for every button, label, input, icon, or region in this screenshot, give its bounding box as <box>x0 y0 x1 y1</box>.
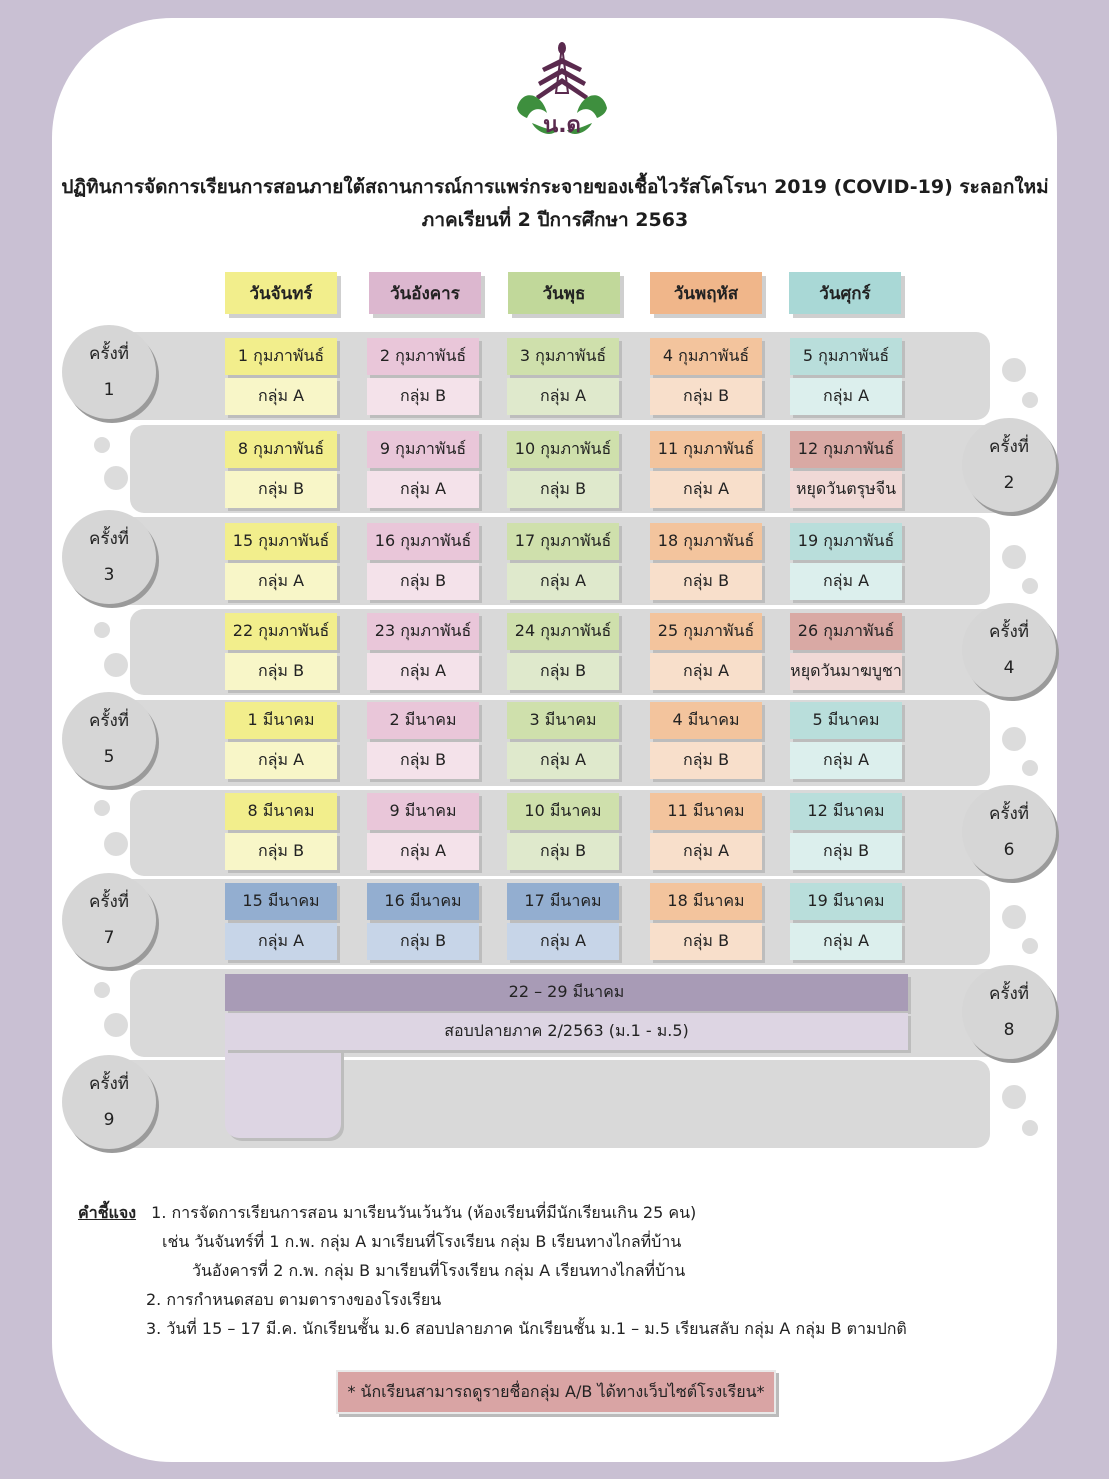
date-cell: 3 กุมภาพันธ์ <box>507 338 619 375</box>
date-cell: 1 กุมภาพันธ์ <box>225 338 337 375</box>
note-row <box>78 1285 907 1314</box>
footer-notice: * นักเรียนสามารถดูรายชื่อกลุ่ม A/B ได้ทางเว็บไซต์โรงเรียน* <box>336 1370 776 1414</box>
date-cell: 5 กุมภาพันธ์ <box>790 338 902 375</box>
round-number: 3 <box>103 565 115 585</box>
date-cell: 16 มีนาคม <box>367 883 479 920</box>
holiday-cell: หยุดวันมาฆบูชา <box>790 653 902 690</box>
date-cell: 18 กุมภาพันธ์ <box>650 523 762 560</box>
decor-dot <box>1022 760 1038 776</box>
round-label: ครั้งที่ <box>988 437 1029 457</box>
day-header-friday: วันศุกร์ <box>789 272 901 314</box>
date-cell: 10 กุมภาพันธ์ <box>507 431 619 468</box>
group-cell: กลุ่ม A <box>367 833 479 870</box>
decor-dot <box>1002 545 1026 569</box>
decor-dot <box>1002 358 1026 382</box>
day-header-thursday: วันพฤหัส <box>650 272 762 314</box>
round-label: ครั้งที่ <box>988 984 1029 1004</box>
date-cell: 26 กุมภาพันธ์ <box>790 613 902 650</box>
round-number: 4 <box>1003 658 1015 678</box>
round-badge-7 <box>62 873 156 967</box>
date-cell: 4 มีนาคม <box>650 702 762 739</box>
group-cell: กลุ่ม A <box>507 378 619 415</box>
decor-dot <box>94 437 110 453</box>
date-cell: 9 มีนาคม <box>367 793 479 830</box>
round-number: 9 <box>103 1110 115 1130</box>
decor-dot <box>104 653 128 677</box>
date-cell: 15 กุมภาพันธ์ <box>225 523 337 560</box>
round-number: 2 <box>1003 473 1015 493</box>
note-row <box>78 1227 907 1256</box>
date-cell: 17 กุมภาพันธ์ <box>507 523 619 560</box>
holiday-cell: หยุดวันตรุษจีน <box>790 471 902 508</box>
decor-dot <box>94 982 110 998</box>
round-badge-6 <box>962 785 1056 879</box>
day-header-monday: วันจันทร์ <box>225 272 337 314</box>
group-cell: กลุ่ม A <box>225 742 337 779</box>
note-line-3: วันอังคารที่ 2 ก.พ. กลุ่ม B มาเรียนที่โรงเรียน กลุ่ม A เรียนทางไกลที่บ้าน <box>192 1261 686 1280</box>
decor-dot <box>104 832 128 856</box>
date-cell: 16 กุมภาพันธ์ <box>367 523 479 560</box>
group-cell: กลุ่ม A <box>790 378 902 415</box>
exam-block-tail <box>225 1050 341 1138</box>
round-badge-3 <box>62 510 156 604</box>
date-cell: 19 กุมภาพันธ์ <box>790 523 902 560</box>
date-cell: 8 มีนาคม <box>225 793 337 830</box>
date-cell: 19 มีนาคม <box>790 883 902 920</box>
round-number: 8 <box>1003 1020 1015 1040</box>
note-row <box>78 1198 907 1227</box>
note-row <box>78 1256 907 1285</box>
group-cell: กลุ่ม A <box>650 653 762 690</box>
date-cell: 4 กุมภาพันธ์ <box>650 338 762 375</box>
round-badge-4 <box>962 603 1056 697</box>
date-cell: 23 กุมภาพันธ์ <box>367 613 479 650</box>
day-header-wednesday: วันพุธ <box>508 272 620 314</box>
date-cell: 11 กุมภาพันธ์ <box>650 431 762 468</box>
group-cell: กลุ่ม B <box>507 471 619 508</box>
school-logo <box>512 38 612 148</box>
date-cell: 10 มีนาคม <box>507 793 619 830</box>
group-cell: กลุ่ม B <box>225 653 337 690</box>
round-label: ครั้งที่ <box>88 529 129 549</box>
decor-dot <box>1002 905 1026 929</box>
round-label: ครั้งที่ <box>88 1074 129 1094</box>
group-cell: กลุ่ม A <box>225 378 337 415</box>
date-cell: 22 กุมภาพันธ์ <box>225 613 337 650</box>
date-cell: 2 มีนาคม <box>367 702 479 739</box>
group-cell: กลุ่ม B <box>225 471 337 508</box>
decor-dot <box>1022 392 1038 408</box>
group-cell: กลุ่ม A <box>790 742 902 779</box>
decor-dot <box>104 466 128 490</box>
day-header-tuesday: วันอังคาร <box>369 272 481 314</box>
group-cell: กลุ่ม A <box>507 742 619 779</box>
group-cell: กลุ่ม B <box>225 833 337 870</box>
decor-dot <box>94 800 110 816</box>
decor-dot <box>1002 727 1026 751</box>
group-cell: กลุ่ม B <box>367 563 479 600</box>
round-badge-2 <box>962 418 1056 512</box>
round-badge-5 <box>62 692 156 786</box>
decor-dot <box>94 622 110 638</box>
exam-dates: 22 – 29 มีนาคม <box>225 974 908 1011</box>
round-number: 5 <box>103 747 115 767</box>
group-cell: กลุ่ม B <box>507 833 619 870</box>
decor-dot <box>104 1013 128 1037</box>
date-cell: 9 กุมภาพันธ์ <box>367 431 479 468</box>
group-cell: กลุ่ม A <box>790 563 902 600</box>
round-number: 7 <box>103 928 115 948</box>
group-cell: กลุ่ม B <box>650 378 762 415</box>
date-cell: 18 มีนาคม <box>650 883 762 920</box>
group-cell: กลุ่ม B <box>650 563 762 600</box>
round-badge-1 <box>62 325 156 419</box>
round-label: ครั้งที่ <box>88 711 129 731</box>
date-cell: 1 มีนาคม <box>225 702 337 739</box>
date-cell: 15 มีนาคม <box>225 883 337 920</box>
round-label: ครั้งที่ <box>88 892 129 912</box>
group-cell: กลุ่ม A <box>790 923 902 960</box>
decor-dot <box>1022 1120 1038 1136</box>
group-cell: กลุ่ม B <box>507 653 619 690</box>
round-label: ครั้งที่ <box>988 804 1029 824</box>
page-title: ปฏิทินการจัดการเรียนการสอนภายใต้สถานการณ์การแพร่กระจายของเชื้อไวรัสโคโรนา 2019 (COVID-19) ระลอกใหม่ <box>61 176 1049 198</box>
group-cell: กลุ่ม B <box>790 833 902 870</box>
date-cell: 8 กุมภาพันธ์ <box>225 431 337 468</box>
note-line-4: 2. การกำหนดสอบ ตามตารางของโรงเรียน <box>146 1290 442 1309</box>
notes-label: คำชี้แจง <box>78 1203 137 1222</box>
note-line-2: เช่น วันจันทร์ที่ 1 ก.พ. กลุ่ม A มาเรียนที่โรงเรียน กลุ่ม B เรียนทางไกลที่บ้าน <box>162 1232 682 1251</box>
decor-dot <box>1002 1085 1026 1109</box>
date-cell: 11 มีนาคม <box>650 793 762 830</box>
group-cell: กลุ่ม A <box>507 923 619 960</box>
logo-text: น.ด <box>543 113 581 138</box>
exam-label: สอบปลายภาค 2/2563 (ม.1 - ม.5) <box>225 1013 908 1050</box>
date-cell: 3 มีนาคม <box>507 702 619 739</box>
date-cell: 2 กุมภาพันธ์ <box>367 338 479 375</box>
decor-dot <box>1022 938 1038 954</box>
notes-section <box>78 1198 907 1343</box>
date-cell: 12 กุมภาพันธ์ <box>790 431 902 468</box>
group-cell: กลุ่ม A <box>507 563 619 600</box>
date-cell: 24 กุมภาพันธ์ <box>507 613 619 650</box>
note-row <box>78 1314 907 1343</box>
group-cell: กลุ่ม A <box>367 653 479 690</box>
date-cell: 5 มีนาคม <box>790 702 902 739</box>
group-cell: กลุ่ม B <box>367 742 479 779</box>
round-label: ครั้งที่ <box>88 344 129 364</box>
group-cell: กลุ่ม A <box>367 471 479 508</box>
note-line-1: 1. การจัดการเรียนการสอน มาเรียนวันเว้นวัน (ห้องเรียนที่มีนักเรียนเกิน 25 คน) <box>151 1203 697 1222</box>
group-cell: กลุ่ม A <box>650 471 762 508</box>
group-cell: กลุ่ม A <box>650 833 762 870</box>
round-badge-9 <box>62 1055 156 1149</box>
page-subtitle: ภาคเรียนที่ 2 ปีการศึกษา 2563 <box>421 209 689 231</box>
date-cell: 25 กุมภาพันธ์ <box>650 613 762 650</box>
round-label: ครั้งที่ <box>988 622 1029 642</box>
round-badge-8 <box>962 965 1056 1059</box>
note-line-5: 3. วันที่ 15 – 17 มี.ค. นักเรียนชั้น ม.6 สอบปลายภาค นักเรียนชั้น ม.1 – ม.5 เรียนสลับ กลุ่ม A กลุ่ม B ตามปกติ <box>146 1319 907 1338</box>
group-cell: กลุ่ม B <box>650 742 762 779</box>
decor-dot <box>1022 578 1038 594</box>
group-cell: กลุ่ม A <box>225 563 337 600</box>
group-cell: กลุ่ม B <box>650 923 762 960</box>
date-cell: 17 มีนาคม <box>507 883 619 920</box>
group-cell: กลุ่ม B <box>367 378 479 415</box>
round-number: 1 <box>103 380 115 400</box>
group-cell: กลุ่ม B <box>367 923 479 960</box>
date-cell: 12 มีนาคม <box>790 793 902 830</box>
round-number: 6 <box>1003 840 1015 860</box>
group-cell: กลุ่ม A <box>225 923 337 960</box>
